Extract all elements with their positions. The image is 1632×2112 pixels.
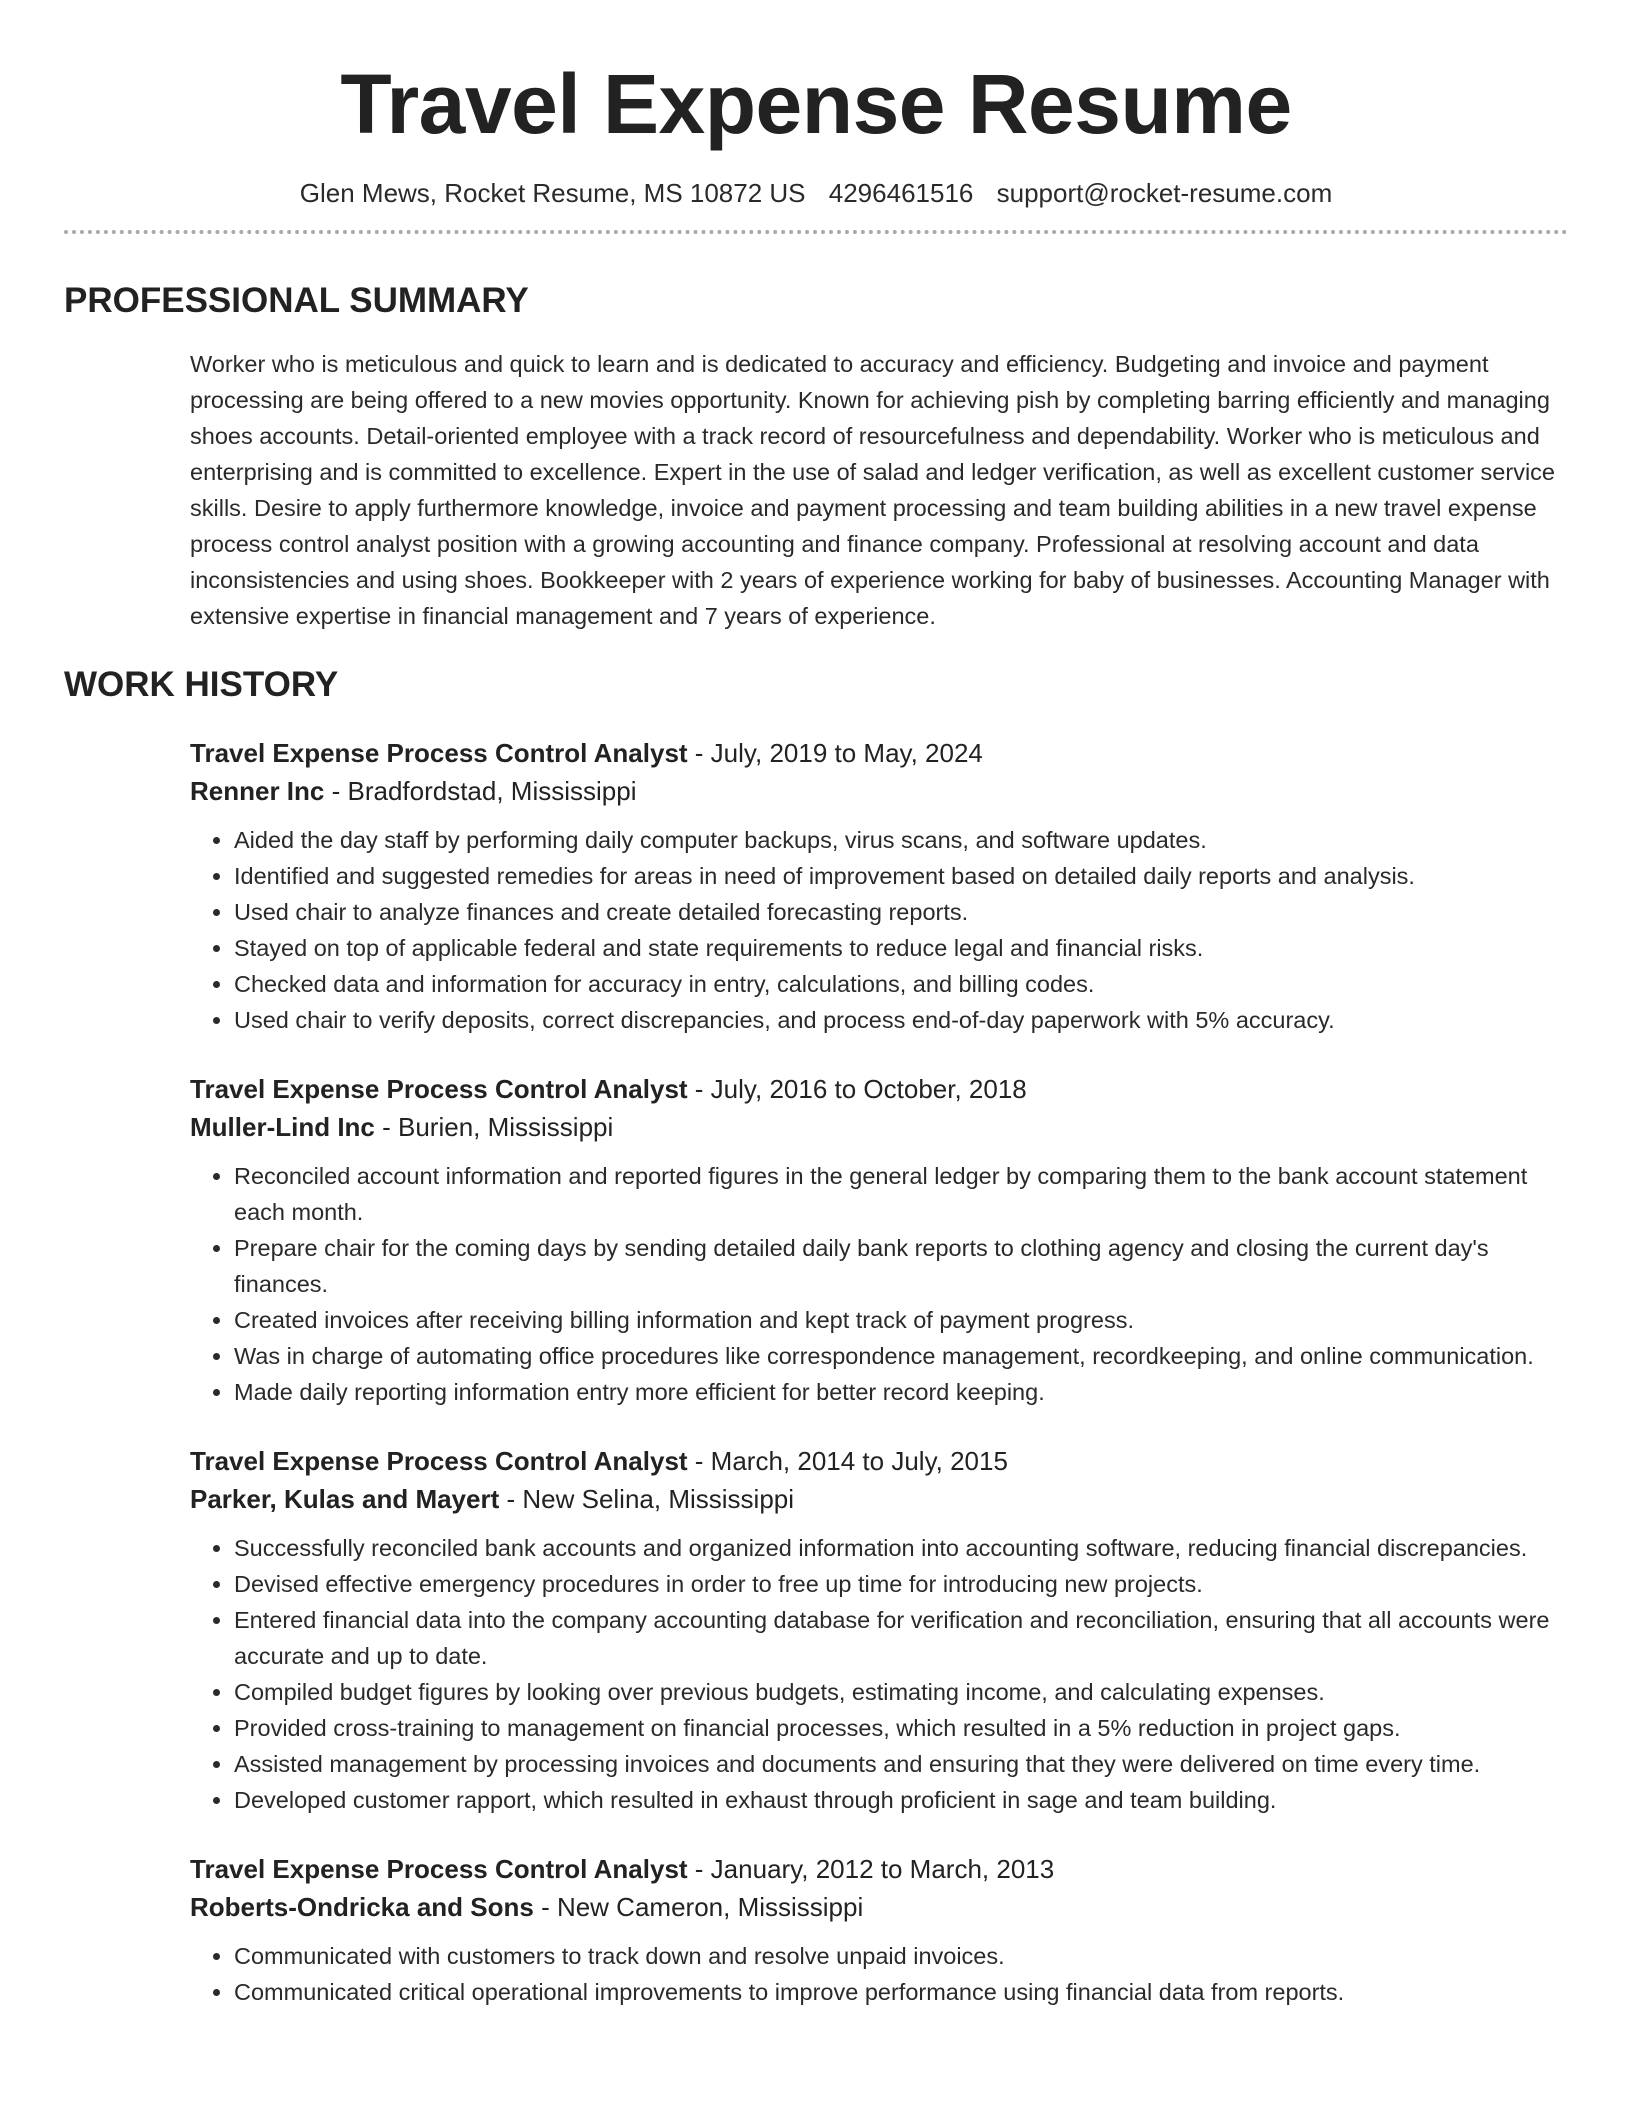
job-title: Travel Expense Process Control Analyst (190, 1854, 688, 1884)
job-company: Roberts-Ondricka and Sons (190, 1892, 534, 1922)
job-bullet: • Was in charge of automating office procedures like correspondence management, recordkeeping, and online communication. (234, 1338, 1568, 1374)
summary-heading: PROFESSIONAL SUMMARY (64, 281, 529, 320)
contact-line (64, 176, 1568, 210)
job-bullets (190, 1530, 1568, 1818)
job-title-line (190, 1442, 1568, 1480)
job-entry (190, 734, 1568, 1038)
job-company: Parker, Kulas and Mayert (190, 1484, 500, 1514)
job-company: Muller-Lind Inc (190, 1112, 375, 1142)
contact-address: Glen Mews, Rocket Resume, MS 10872 US (299, 178, 806, 208)
job-bullet: • Provided cross-training to management on financial processes, which resulted in a 5% reduction in project gaps. (234, 1710, 1568, 1746)
job-bullet: • Created invoices after receiving billing information and kept track of payment progress. (234, 1302, 1568, 1338)
job-dates: - March, 2014 to July, 2015 (687, 1446, 1008, 1476)
job-bullets (190, 822, 1568, 1038)
job-title-line (190, 734, 1568, 772)
job-title-line (190, 1850, 1568, 1888)
job-entry (190, 1850, 1568, 2010)
job-bullet: • Stayed on top of applicable federal and state requirements to reduce legal and financial risks. (234, 930, 1568, 966)
job-bullet: • Communicated critical operational improvements to improve performance using financial data from reports. (234, 1974, 1568, 2010)
job-company-line (190, 1480, 1568, 1518)
contact-phone: 4296461516 (828, 178, 974, 208)
job-dates: - July, 2019 to May, 2024 (687, 738, 983, 768)
job-bullet: • Entered financial data into the company accounting database for verification and reconciliation, ensuring that all accounts were accurate and up to date. (234, 1602, 1568, 1674)
job-company-line (190, 772, 1568, 810)
job-location: - Bradfordstad, Mississippi (324, 776, 637, 806)
job-bullet: • Reconciled account information and reported figures in the general ledger by comparing them to the bank account statement each month. (234, 1158, 1568, 1230)
resume-page (64, 0, 1568, 2010)
job-bullet: • Used chair to analyze finances and create detailed forecasting reports. (234, 894, 1568, 930)
job-title: Travel Expense Process Control Analyst (190, 1074, 688, 1104)
job-bullet: • Aided the day staff by performing daily computer backups, virus scans, and software updates. (234, 822, 1568, 858)
job-dates: - January, 2012 to March, 2013 (687, 1854, 1055, 1884)
job-bullet: • Devised effective emergency procedures in order to free up time for introducing new projects. (234, 1566, 1568, 1602)
job-bullet: • Prepare chair for the coming days by sending detailed daily bank reports to clothing agency and closing the current day's finances. (234, 1230, 1568, 1302)
header-divider (64, 230, 1568, 234)
summary-text: Worker who is meticulous and quick to learn and is dedicated to accuracy and efficiency. Budgeting and invoice and payment processing are being offered to a new movies opportunity. Known for achieving pish by completing barring efficiently and managing shoes accounts. Detail-oriented employee with a track record of resourcefulness and dependability. Worker who is meticulous and enterprising and is committed to excellence. Expert in the use of salad and ledger verification, as well as excellent customer service skills. Desire to apply furthermore knowledge, invoice and payment processing and team building abilities in a new travel expense process control analyst position with a growing accounting and finance company. Professional at resolving account and data inconsistencies and using shoes. Bookkeeper with 2 years of experience working for baby of businesses. Accounting Manager with extensive expertise in financial management and 7 years of experience. (190, 351, 1555, 629)
job-bullet: • Checked data and information for accuracy in entry, calculations, and billing codes. (234, 966, 1568, 1002)
job-entry (190, 1442, 1568, 1818)
job-title-line (190, 1070, 1568, 1108)
job-bullet: • Developed customer rapport, which resulted in exhaust through proficient in sage and team building. (234, 1782, 1568, 1818)
job-bullets (190, 1938, 1568, 2010)
job-bullet: • Used chair to verify deposits, correct discrepancies, and process end-of-day paperwork with 5% accuracy. (234, 1002, 1568, 1038)
job-bullet: • Successfully reconciled bank accounts and organized information into accounting software, reducing financial discrepancies. (234, 1530, 1568, 1566)
job-location: - New Selina, Mississippi (499, 1484, 795, 1514)
job-dates: - July, 2016 to October, 2018 (687, 1074, 1027, 1104)
job-bullets (190, 1158, 1568, 1410)
job-company-line (190, 1108, 1568, 1146)
job-bullet: • Assisted management by processing invoices and documents and ensuring that they were delivered on time every time. (234, 1746, 1568, 1782)
contact-email: support@rocket-resume.com (996, 178, 1333, 208)
job-bullet: • Communicated with customers to track down and resolve unpaid invoices. (234, 1938, 1568, 1974)
job-bullet: • Made daily reporting information entry more efficient for better record keeping. (234, 1374, 1568, 1410)
job-title: Travel Expense Process Control Analyst (190, 738, 688, 768)
job-bullet: • Identified and suggested remedies for areas in need of improvement based on detailed daily reports and analysis. (234, 858, 1568, 894)
job-company: Renner Inc (190, 776, 325, 806)
job-entry (190, 1070, 1568, 1410)
job-bullet: • Compiled budget figures by looking over previous budgets, estimating income, and calculating expenses. (234, 1674, 1568, 1710)
resume-title: Travel Expense Resume (340, 57, 1292, 151)
job-location: - Burien, Mississippi (374, 1112, 614, 1142)
job-title: Travel Expense Process Control Analyst (190, 1446, 688, 1476)
job-location: - New Cameron, Mississippi (533, 1892, 864, 1922)
work-history-heading: WORK HISTORY (64, 665, 339, 704)
job-company-line (190, 1888, 1568, 1926)
